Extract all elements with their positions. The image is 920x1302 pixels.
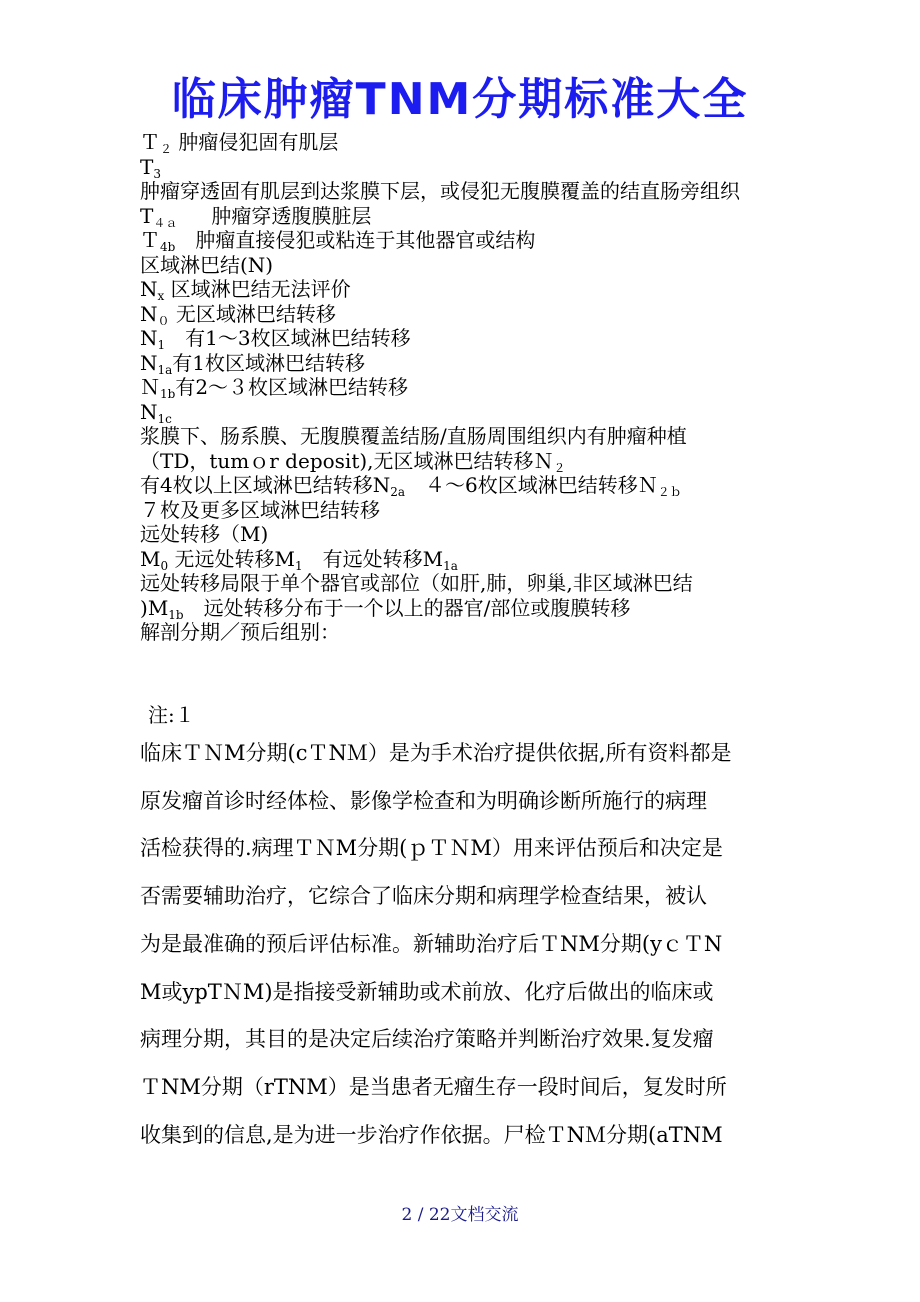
paragraph-line: 收集到的信息,是为进一步治疗作依据。尸检ＴNＭ分期(aTNM <box>140 1122 723 1147</box>
t3-text: 肿瘤穿透固有肌层到达浆膜下层，或侵犯无腹膜覆盖的结直肠旁组织 <box>140 179 740 203</box>
n-header: 区域淋巴结(N) <box>140 252 274 277</box>
paragraph-line: ＴNM分期（rTNM）是当患者无瘤生存一段时间后，复发时所 <box>140 1074 727 1099</box>
m1a-text: 远处转移局限于单个器官或部位（如肝,肺，卵巢,非区域淋巴结 <box>140 571 693 595</box>
t2-line: Ｔ$_2$ 肿瘤侵犯固有肌层 <box>140 130 339 156</box>
paragraph-line: 活检获得的.病理ＴＮM分期(ｐＴＮM）用来评估预后和决定是 <box>140 836 723 861</box>
n1c-text-1: 浆膜下、肠系膜、无腹膜覆盖结肠/直肠周围组织内有肿瘤种植 <box>140 424 687 448</box>
document-title: 临床肿瘤TNM分期标准大全 <box>171 74 749 125</box>
paragraph-line: 原发瘤首诊时经体检、影像学检查和为明确诊断所施行的病理 <box>140 788 707 813</box>
staging-definitions <box>140 130 790 645</box>
paragraph-line: M或ypTＮM)是指接受新辅助或术前放、化疗后做出的临床或 <box>140 979 714 1004</box>
m-header: 远处转移（M) <box>140 522 269 546</box>
paragraph-line: 为是最准确的预后评估标准。新辅助治疗后ＴNM分期(yｃＴN <box>140 931 723 956</box>
m1b-line: )$M_{1b}$ 远处转移分布于一个以上的器官/部位或腹膜转移 <box>140 595 631 622</box>
body-paragraph <box>140 730 785 1159</box>
n2b-text: ７枚及更多区域淋巴结转移 <box>140 497 380 522</box>
n1b-line: Ｎ$_{1b}$有2～３枚区域淋巴结转移 <box>140 375 409 401</box>
staging-heading: 解剖分期／预后组别： <box>140 620 340 644</box>
t3-line: $T_3$ <box>140 154 161 181</box>
paragraph-line: 否需要辅助治疗，它综合了临床分期和病理学检查结果，被认 <box>140 884 707 909</box>
m0-m1-line: $M_0$ 无远处转移$M_1$ 有远处转移$M_{1a}$ <box>140 546 458 573</box>
paragraph-line: 病理分期，其目的是决定后续治疗策略并判断治疗效果.复发瘤 <box>140 1027 714 1052</box>
n1c-text-2: （TD，tumｏr deposit),无区域淋巴结转移Ｎ$_2$ <box>140 448 566 475</box>
n1c-line: $N_{1c}$ <box>140 399 172 426</box>
t4a-line: $T_{4a}$ 肿瘤穿透腹膜脏层 <box>140 203 372 230</box>
paragraph-line: 临床ＴＮM分期(cＴNＭ）是为手术治疗提供依据,所有资料都是 <box>140 741 732 765</box>
n2-line: 有4枚以上区域淋巴结转移$N_{2a}$ ４～6枚区域淋巴结转移Ｎ$_{2b}$ <box>140 473 682 499</box>
n1a-line: $N_{1a}$有1枚区域淋巴结转移 <box>140 350 366 377</box>
t4b-line: Ｔ$_{4b}$ 肿瘤直接侵犯或粘连于其他器官或结构 <box>140 228 536 254</box>
note-label: 注:１ <box>148 703 195 727</box>
n1-line: $N_1$ 有1～3枚区域淋巴结转移 <box>140 326 411 352</box>
nx-line: $N_x$ 区域淋巴结无法评价 <box>140 277 351 303</box>
n0-line: $N_0$ 无区域淋巴结转移 <box>140 301 336 328</box>
page-footer: 2 / 22文档交流 <box>401 1205 519 1225</box>
